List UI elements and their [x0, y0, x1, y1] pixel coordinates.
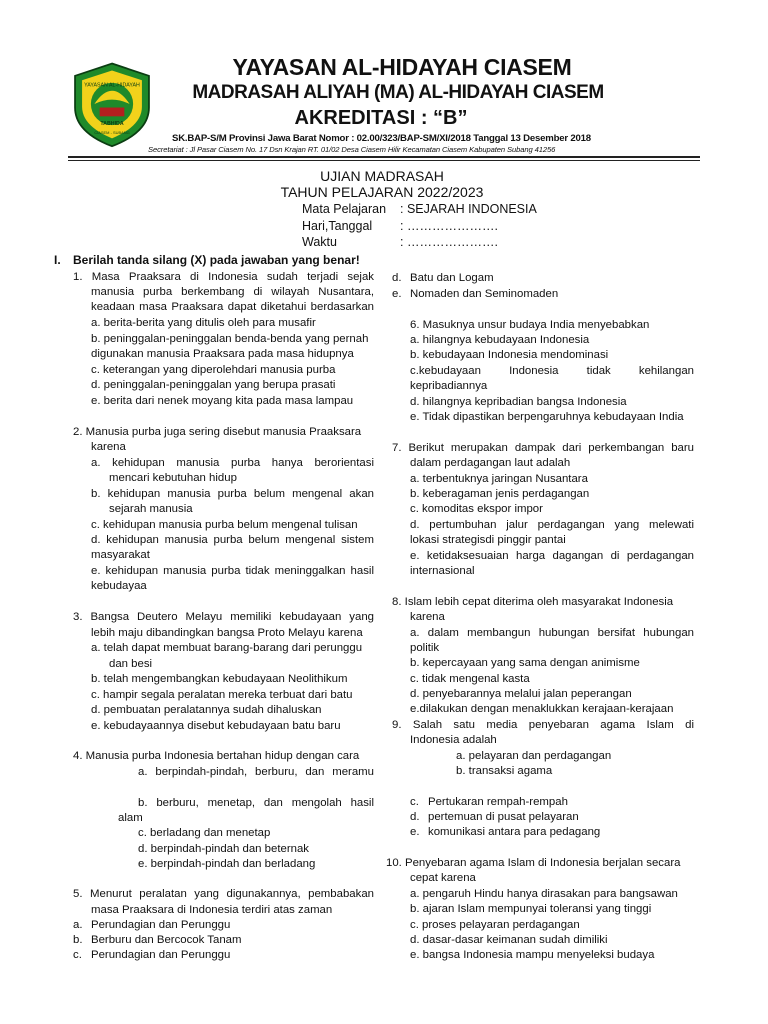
q6-option-b[interactable]: b. kebudayaan Indonesia mendominasi: [410, 349, 609, 361]
q9-option-d[interactable]: pertemuan di pusat pelayaran: [428, 811, 579, 823]
q3-option-b[interactable]: b. telah mengembangkan kebudayaan Neolithikum: [91, 673, 348, 685]
q8-option-b[interactable]: b. kepercayaan yang sama dengan animisme: [410, 657, 640, 669]
q7-option-e[interactable]: e. ketidaksesuaian harga dagangan di perdagangan: [410, 550, 694, 562]
q2-option-b: sejarah manusia: [109, 503, 193, 515]
question-3-text: lebih maju dibandingkan bangsa Proto Melayu karena: [91, 627, 363, 639]
meta-value-time: : ………………….: [400, 235, 498, 249]
academic-year: TAHUN PELAJARAN 2022/2023: [280, 184, 484, 200]
q3-option-d[interactable]: d. pembuatan peralatannya sudah dihaluskan: [91, 704, 322, 716]
q5-option-b[interactable]: Berburu dan Bercocok Tanam: [91, 934, 242, 946]
q5-option-c-letter: c.: [73, 949, 82, 961]
q2-option-e: kebudayaa: [91, 580, 147, 592]
question-1-text: 1. Masa Praaksara di Indonesia sudah terjadi sejak: [73, 271, 374, 283]
exam-title: UJIAN MADRASAH: [320, 168, 444, 184]
question-1-text: keadaan masa Praaksara dapat diketahui berdasarkan: [91, 301, 374, 313]
foundation-name: YAYASAN AL-HIDAYAH CIASEM: [232, 54, 572, 80]
q9-option-b[interactable]: b. transaksi agama: [456, 765, 553, 777]
q10-option-a[interactable]: a. pengaruh Hindu hanya dirasakan para bangsawan: [410, 888, 678, 900]
question-4-text: 4. Manusia purba Indonesia bertahan hidup dengan cara: [73, 750, 360, 762]
q7-option-e: internasional: [410, 565, 475, 577]
q8-option-d[interactable]: d. penyebarannya melalui jalan peperangan: [410, 688, 632, 700]
svg-text:TABHIDA: TABHIDA: [100, 121, 124, 128]
q5-option-c[interactable]: Perundagian dan Perunggu: [91, 949, 231, 961]
question-2-text: karena: [91, 441, 126, 453]
question-9-text: Indonesia adalah: [410, 734, 497, 746]
secretariat-address: Secretariat : Jl Pasar Ciasem No. 17 Dsn Krajan RT. 01/02 Desa Ciasem Hilir Kecamatan Ciasem Kabupaten Subang 41256: [148, 145, 556, 154]
svg-text:YAYASAN AL-HIDAYAH: YAYASAN AL-HIDAYAH: [84, 82, 140, 89]
q2-option-a[interactable]: a. kehidupan manusia purba hanya berorientasi: [91, 457, 374, 469]
q4-option-b: alam: [118, 812, 143, 824]
meta-label-date: Hari,Tanggal: [302, 219, 373, 233]
question-2-text: 2. Manusia purba juga sering disebut manusia Praaksara: [73, 426, 362, 438]
q9-option-a[interactable]: a. pelayaran dan perdagangan: [456, 750, 612, 762]
question-8-text: 8. Islam lebih cepat diterima oleh masyarakat Indonesia: [392, 596, 674, 608]
q5-option-d-letter: d.: [392, 272, 402, 284]
section-instruction: Berilah tanda silang (X) pada jawaban yang benar!: [73, 253, 360, 267]
q1-option-c[interactable]: c. keterangan yang diperolehdari manusia purba: [91, 364, 336, 376]
question-10-text: 10. Penyebaran agama Islam di Indonesia berjalan secara: [386, 857, 681, 869]
q10-option-c[interactable]: c. proses pelayaran perdagangan: [410, 919, 580, 931]
q2-option-a: mencari kebutuhan hidup: [109, 472, 237, 484]
accreditation: AKREDITASI : “B”: [294, 107, 468, 129]
q3-option-c[interactable]: c. hampir segala peralatan mereka terbuat dari batu: [91, 689, 353, 701]
q7-option-a[interactable]: a. terbentuknya jaringan Nusantara: [410, 473, 588, 485]
q5-option-a[interactable]: Perundagian dan Perunggu: [91, 919, 231, 931]
header-divider-thin: [68, 160, 700, 161]
q3-option-e[interactable]: e. kebudayaannya disebut kebudayaan batu baru: [91, 720, 341, 732]
question-5-text: masa Praaksara di Indonesia terdiri atas zaman: [91, 904, 333, 916]
question-1-text: manusia purba berkembang di wilayah Nusantara,: [91, 286, 374, 298]
meta-value-subject: : SEJARAH INDONESIA: [400, 202, 537, 216]
q4-option-d[interactable]: d. berpindah-pindah dan beternak: [138, 843, 309, 855]
question-10-text: cepat karena: [410, 872, 476, 884]
q2-option-d[interactable]: d. kehidupan manusia purba belum mengenal sistem: [91, 534, 374, 546]
q3-option-a: dan besi: [109, 658, 153, 670]
q5-option-e[interactable]: Nomaden dan Seminomaden: [410, 288, 559, 300]
q1-option-b: digunakan manusia Praaksara pada masa hidupnya: [91, 348, 354, 360]
q1-option-a[interactable]: a. berita-berita yang ditulis oleh para musafir: [91, 317, 316, 329]
q8-option-e[interactable]: e.dilakukan dengan menaklukkan kerajaan-kerajaan: [410, 703, 674, 715]
question-7-text: 7. Berikut merupakan dampak dari perkembangan baru: [392, 442, 694, 454]
q6-option-c: kepribadiannya: [410, 380, 488, 392]
q7-option-d[interactable]: d. pertumbuhan jalur perdagangan yang melewati: [410, 519, 694, 531]
q2-option-c[interactable]: c. kehidupan manusia purba belum mengenal tulisan: [91, 519, 358, 531]
sk-number: SK.BAP-S/M Provinsi Jawa Barat Nomor : 02.00/323/BAP-SM/XI/2018 Tanggal 13 Desember 2018: [172, 133, 591, 144]
q4-option-b[interactable]: b. berburu, menetap, dan mengolah hasil: [138, 797, 374, 809]
question-9-text: 9. Salah satu media penyebaran agama Islam di: [392, 719, 694, 731]
q7-option-d: lokasi strategisdi pinggir pantai: [410, 534, 566, 546]
q9-option-e[interactable]: komunikasi antara para pedagang: [428, 826, 601, 838]
meta-label-time: Waktu: [302, 235, 337, 249]
q1-option-e[interactable]: e. berita dari nenek moyang kita pada masa lampau: [91, 395, 354, 407]
q3-option-a[interactable]: a. telah dapat membuat barang-barang dari perunggu: [91, 642, 363, 654]
q2-option-d: masyarakat: [91, 549, 150, 561]
section-number: I.: [54, 253, 61, 267]
q6-option-d[interactable]: d. hilangnya kepribadian bangsa Indonesia: [410, 396, 627, 408]
school-name: MADRASAH ALIYAH (MA) AL-HIDAYAH CIASEM: [192, 82, 604, 103]
q1-option-b[interactable]: b. peninggalan-peninggalan benda-benda yang pernah: [91, 333, 369, 345]
question-5-text: 5. Menurut peralatan yang digunakannya, pembabakan: [73, 888, 374, 900]
q2-option-b[interactable]: b. kehidupan manusia purba belum mengenal akan: [91, 488, 374, 500]
question-8-text: karena: [410, 611, 445, 623]
svg-text:CIASEM - SUBANG: CIASEM - SUBANG: [94, 129, 130, 135]
question-3-text: 3. Bangsa Deutero Melayu memiliki kebudayaan yang: [73, 611, 374, 623]
q10-option-e[interactable]: e. bangsa Indonesia mampu menyeleksi budaya: [410, 949, 655, 961]
q8-option-c[interactable]: c. tidak mengenal kasta: [410, 673, 530, 685]
q7-option-c[interactable]: c. komoditas ekspor impor: [410, 503, 543, 515]
q8-option-a[interactable]: a. dalam membangun hubungan bersifat hubungan: [410, 627, 694, 639]
question-6-text: 6. Masuknya unsur budaya India menyebabkan: [410, 319, 650, 331]
meta-label-subject: Mata Pelajaran: [302, 202, 387, 216]
q6-option-e[interactable]: e. Tidak dipastikan berpengaruhnya kebudayaan India: [410, 411, 684, 423]
meta-value-date: : ………………….: [400, 219, 498, 233]
q6-option-a[interactable]: a. hilangnya kebudayaan Indonesia: [410, 334, 590, 346]
q7-option-b[interactable]: b. keberagaman jenis perdagangan: [410, 488, 590, 500]
school-logo: [68, 60, 156, 148]
q10-option-d[interactable]: d. dasar-dasar keimanan sudah dimiliki: [410, 934, 608, 946]
q6-option-c[interactable]: c.kebudayaan Indonesia tidak kehilangan: [410, 365, 694, 377]
q9-option-c-letter: c.: [410, 796, 419, 808]
q9-option-d-letter: d.: [410, 811, 420, 823]
q5-option-d[interactable]: Batu dan Logam: [410, 272, 494, 284]
q1-option-d[interactable]: d. peninggalan-peninggalan yang berupa prasati: [91, 379, 336, 391]
question-7-text: dalam perdagangan laut adalah: [410, 457, 571, 469]
q8-option-a: politik: [410, 642, 440, 654]
q4-option-e[interactable]: e. berpindah-pindah dan berladang: [138, 858, 316, 870]
q5-option-e-letter: e.: [392, 288, 402, 300]
q9-option-c[interactable]: Pertukaran rempah-rempah: [428, 796, 568, 808]
q4-option-a[interactable]: a. berpindah-pindah, berburu, dan meramu: [138, 766, 374, 778]
q5-option-a-letter: a.: [73, 919, 83, 931]
header-divider: [68, 156, 700, 158]
q9-option-e-letter: e.: [410, 826, 420, 838]
q4-option-c[interactable]: c. berladang dan menetap: [138, 827, 271, 839]
q10-option-b[interactable]: b. ajaran Islam mempunyai toleransi yang tinggi: [410, 903, 652, 915]
q2-option-e[interactable]: e. kehidupan manusia purba tidak meninggalkan hasil: [91, 565, 374, 577]
q5-option-b-letter: b.: [73, 934, 83, 946]
